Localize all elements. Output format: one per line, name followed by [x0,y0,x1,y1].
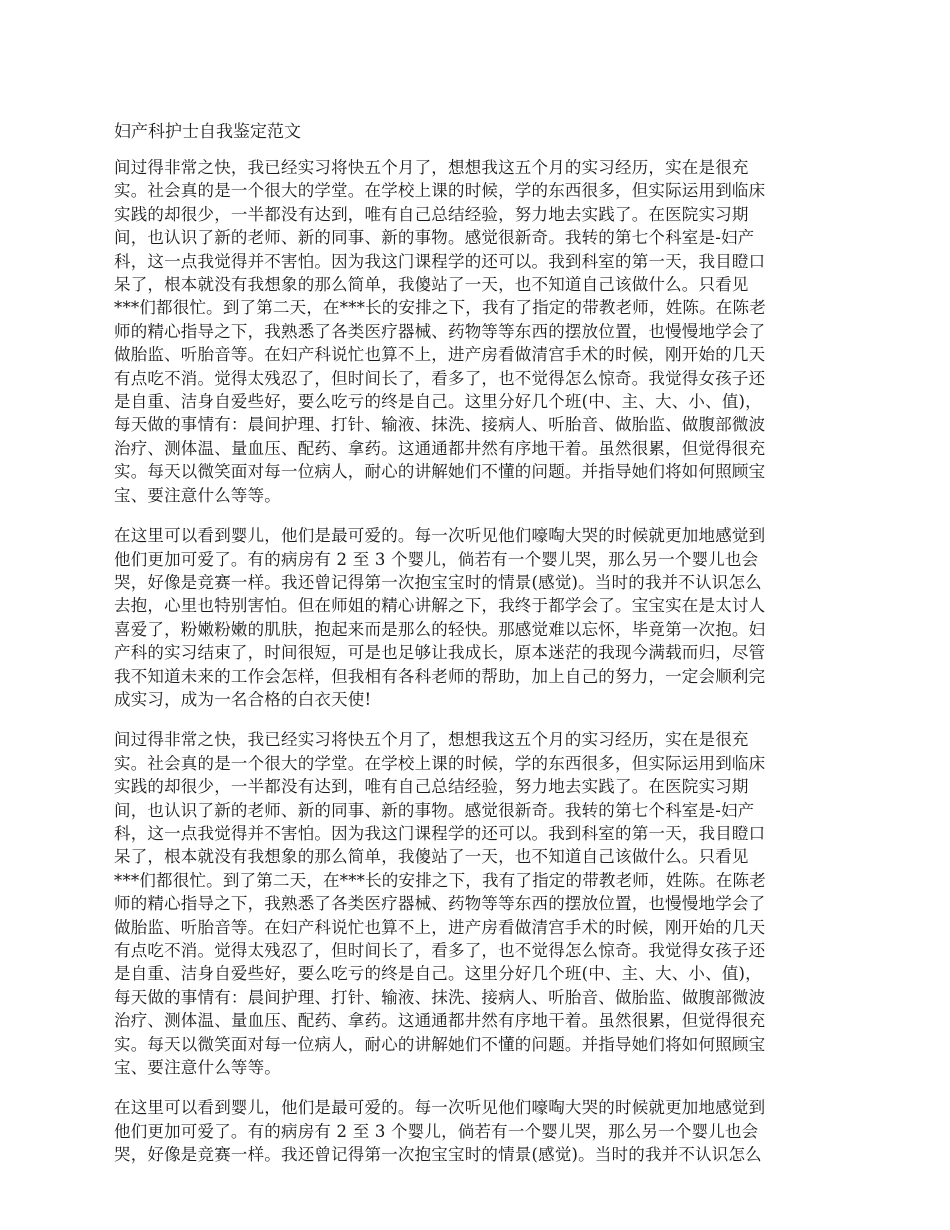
document-page [114,120,840,1184]
text-line: 有点吃不消。觉得太残忍了，但时间长了，看多了，也不觉得怎么惊奇。我觉得女孩子还 [114,368,766,388]
text-line: 师的精心指导之下，我熟悉了各类医疗器械、药物等等东西的摆放位置，也慢慢地学会了 [114,321,766,341]
text-line: 宝、要注意什么等等。 [114,485,281,505]
text-line: 实。每天以微笑面对每一位病人，耐心的讲解她们不懂的问题。并指导她们将如何照顾宝 [114,462,766,482]
text-line: 是自重、洁身自爱些好，要么吃亏的终是自己。这里分好几个班(中、主、大、小、值)， [114,392,762,412]
text-line: 哭，好像是竞赛一样。我还曾记得第一次抱宝宝时的情景(感觉)。当时的我并不认识怎么 [114,1145,762,1165]
text-line: 间过得非常之快，我已经实习将快五个月了，想想我这五个月的实习经历，实在是很充 [114,730,749,750]
text-line: 是自重、洁身自爱些好，要么吃亏的终是自己。这里分好几个班(中、主、大、小、值)， [114,964,762,984]
text-line: 间，也认识了新的老师、新的同事、新的事物。感觉很新奇。我转的第七个科室是-妇产 [114,228,755,248]
document-body [114,156,840,1167]
text-line: 间过得非常之快，我已经实习将快五个月了，想想我这五个月的实习经历，实在是很充 [114,158,749,177]
text-line: 有点吃不消。觉得太残忍了，但时间长了，看多了，也不觉得怎么惊奇。我觉得女孩子还 [114,941,766,960]
text-line: 治疗、测体温、量血压、配药、拿药。这通通都井然有序地干着。虽然很累，但觉得很充 [114,1011,766,1031]
text-line: 做胎监、听胎音等。在妇产科说忙也算不上，进产房看做清宫手术的时候，刚开始的几天 [114,917,766,937]
text-line: 在这里可以看到婴儿，他们是最可爱的。每一次听见他们嚎啕大哭的时候就更加地感觉到 [114,1098,766,1118]
body-paragraph [114,524,840,711]
text-line: 实。社会真的是一个很大的学堂。在学校上课的时候，学的东西很多，但实际运用到临床 [114,181,766,201]
text-line: 实。每天以微笑面对每一位病人，耐心的讲解她们不懂的问题。并指导她们将如何照顾宝 [114,1034,766,1054]
text-line: 去抱，心里也特别害怕。但在师姐的精心讲解之下，我终于都学会了。宝宝实在是太讨人 [114,596,766,616]
text-line: 在这里可以看到婴儿，他们是最可爱的。每一次听见他们嚎啕大哭的时候就更加地感觉到 [114,526,766,546]
text-line: 他们更加可爱了。有的病房有 2 至 3 个婴儿，倘若有一个婴儿哭，那么另一个婴儿也会 [114,549,759,569]
text-line: 哭，好像是竞赛一样。我还曾记得第一次抱宝宝时的情景(感觉)。当时的我并不认识怎么 [114,572,762,592]
text-line: 成实习，成为一名合格的白衣天使! [114,689,372,709]
text-line: 喜爱了，粉嫩粉嫩的肌肤，抱起来而是那么的轻快。那感觉难以忘怀，毕竟第一次抱。妇 [114,619,766,639]
text-line: 治疗、测体温、量血压、配药、拿药。这通通都井然有序地干着。虽然很累，但觉得很充 [114,438,766,458]
text-line: 每天做的事情有：晨间护理、打针、输液、抹洗、接病人、听胎音、做胎监、做腹部微波 [114,415,766,435]
text-line: 每天做的事情有：晨间护理、打针、输液、抹洗、接病人、听胎音、做胎监、做腹部微波 [114,987,766,1007]
text-line: ***们都很忙。到了第二天，在***长的安排之下，我有了指定的带教老师，姓陈。在陈老 [114,298,766,318]
body-paragraph [114,156,840,507]
text-line: 科，这一点我觉得并不害怕。因为我这门课程学的还可以。我到科室的第一天，我目瞪口 [114,823,766,843]
text-line: 实践的却很少，一半都没有达到，唯有自己总结经验，努力地去实践了。在医院实习期 [114,204,749,224]
text-line: 师的精心指导之下，我熟悉了各类医疗器械、药物等等东西的摆放位置，也慢慢地学会了 [114,894,766,914]
text-line: 呆了，根本就没有我想象的那么简单，我傻站了一天，也不知道自己该做什么。只看见 [114,275,749,295]
document-title: 妇产科护士自我鉴定范文 [114,122,301,142]
text-line: 实。社会真的是一个很大的学堂。在学校上课的时候，学的东西很多，但实际运用到临床 [114,753,766,773]
text-line: 产科的实习结束了，时间很短，可是也足够让我成长，原本迷茫的我现今满载而归，尽管 [114,643,766,663]
text-line: 实践的却很少，一半都没有达到，唯有自己总结经验，努力地去实践了。在医院实习期 [114,777,749,797]
text-line: 我不知道未来的工作会怎样，但我相有各科老师的帮助，加上自己的努力，一定会顺利完 [114,666,766,686]
text-line: 呆了，根本就没有我想象的那么简单，我傻站了一天，也不知道自己该做什么。只看见 [114,847,749,867]
body-paragraph [114,728,840,1079]
text-line: ***们都很忙。到了第二天，在***长的安排之下，我有了指定的带教老师，姓陈。在陈老 [114,870,766,890]
text-line: 科，这一点我觉得并不害怕。因为我这门课程学的还可以。我到科室的第一天，我目瞪口 [114,251,766,271]
text-line: 宝、要注意什么等等。 [114,1058,281,1078]
text-line: 间，也认识了新的老师、新的同事、新的事物。感觉很新奇。我转的第七个科室是-妇产 [114,800,755,820]
text-line: 他们更加可爱了。有的病房有 2 至 3 个婴儿，倘若有一个婴儿哭，那么另一个婴儿也会 [114,1121,759,1141]
body-paragraph [114,1096,840,1166]
text-line: 做胎监、听胎音等。在妇产科说忙也算不上，进产房看做清宫手术的时候，刚开始的几天 [114,345,766,365]
